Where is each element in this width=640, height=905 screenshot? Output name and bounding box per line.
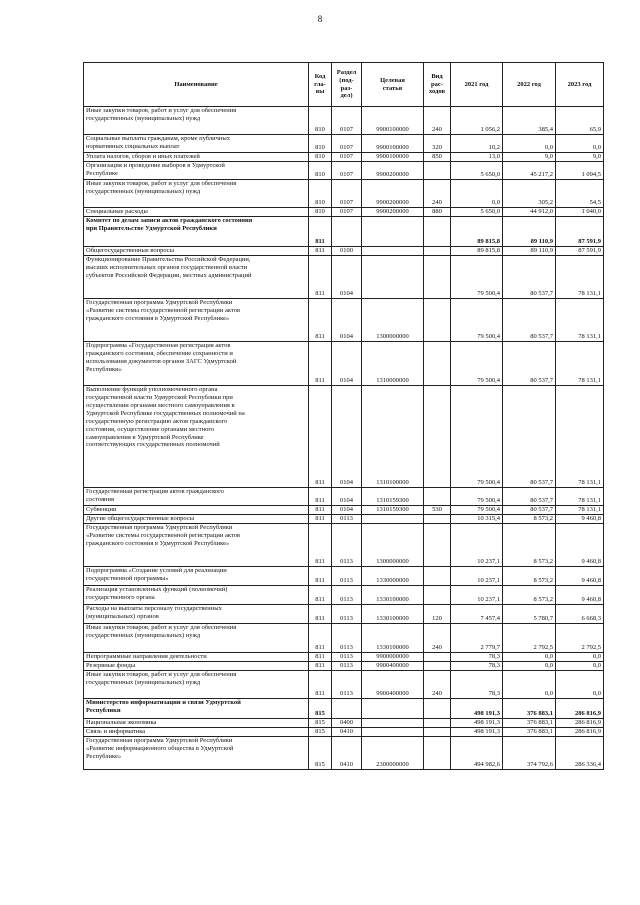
table-row	[84, 342, 604, 386]
cell-target-article: 2300000000	[362, 737, 424, 770]
cell-target-article: 9900200000	[362, 180, 424, 208]
cell-2022: 0,0	[503, 662, 556, 671]
cell-expense-type	[424, 699, 451, 719]
cell-name: Связь и информатика	[84, 728, 309, 737]
budget-table	[83, 62, 604, 770]
cell-expense-type: 240	[424, 180, 451, 208]
cell-name: Непрограммные направления деятельности	[84, 653, 309, 662]
cell-2022: 89 110,9	[503, 247, 556, 256]
cell-section: 0400	[332, 719, 362, 728]
cell-2022: 8 573,2	[503, 586, 556, 605]
cell-2021: 498 191,3	[451, 719, 503, 728]
cell-chapter-code: 811	[309, 662, 332, 671]
cell-2023: 0,0	[556, 135, 604, 153]
table-row	[84, 699, 604, 719]
cell-2023: 286 816,9	[556, 728, 604, 737]
cell-2021: 78,3	[451, 653, 503, 662]
cell-chapter-code: 811	[309, 524, 332, 567]
cell-name: Иные закупки товаров, работ и услуг для обеспечения государственных (муниципальных) нужд	[84, 180, 309, 208]
cell-expense-type	[424, 247, 451, 256]
cell-expense-type: 320	[424, 135, 451, 153]
cell-2022: 80 537,7	[503, 299, 556, 342]
table-row	[84, 653, 604, 662]
cell-2021: 78,3	[451, 671, 503, 699]
cell-section: 0113	[332, 567, 362, 586]
cell-name: Национальная экономика	[84, 719, 309, 728]
cell-2023: 9 460,8	[556, 567, 604, 586]
cell-2023: 286 816,9	[556, 719, 604, 728]
cell-2022: 80 537,7	[503, 386, 556, 488]
table-row	[84, 728, 604, 737]
cell-section	[332, 217, 362, 247]
cell-section: 0107	[332, 208, 362, 217]
cell-section: 0100	[332, 247, 362, 256]
cell-name: Министерство информатизации и связи Удмуртской Республики	[84, 699, 309, 719]
cell-chapter-code: 811	[309, 506, 332, 515]
cell-section: 0113	[332, 605, 362, 624]
cell-2022: 80 537,7	[503, 488, 556, 506]
cell-2022: 0,0	[503, 671, 556, 699]
cell-target-article: 1330100000	[362, 605, 424, 624]
cell-2023: 9 460,8	[556, 586, 604, 605]
cell-2022: 80 537,7	[503, 256, 556, 299]
cell-target-article	[362, 247, 424, 256]
cell-target-article: 1330100000	[362, 624, 424, 653]
cell-section: 0113	[332, 524, 362, 567]
cell-2022: 5 780,7	[503, 605, 556, 624]
cell-2021: 10 315,4	[451, 515, 503, 524]
cell-section: 0113	[332, 624, 362, 653]
cell-2021: 10 237,1	[451, 524, 503, 567]
cell-2022: 9,0	[503, 153, 556, 162]
header-section: Раздел (под- раз- дел)	[332, 63, 362, 107]
cell-section: 0104	[332, 256, 362, 299]
cell-chapter-code: 811	[309, 342, 332, 386]
cell-2023: 1 040,0	[556, 208, 604, 217]
cell-expense-type	[424, 728, 451, 737]
cell-2023: 78 131,1	[556, 299, 604, 342]
cell-2023: 6 668,3	[556, 605, 604, 624]
cell-expense-type	[424, 737, 451, 770]
cell-chapter-code: 810	[309, 180, 332, 208]
cell-section: 0104	[332, 342, 362, 386]
cell-2022: 0,0	[503, 135, 556, 153]
cell-2023: 78 131,1	[556, 506, 604, 515]
table-row	[84, 737, 604, 770]
cell-section: 0107	[332, 162, 362, 180]
cell-name: Иные закупки товаров, работ и услуг для обеспечения государственных (муниципальных) нужд	[84, 107, 309, 135]
cell-target-article: 1310000000	[362, 342, 424, 386]
cell-2023: 54,5	[556, 180, 604, 208]
page-number: 8	[317, 14, 323, 24]
cell-2023: 2 792,5	[556, 624, 604, 653]
table-row	[84, 719, 604, 728]
cell-name: Реализация установленных функций (полномочий) государственного органа	[84, 586, 309, 605]
cell-2021: 10 237,1	[451, 567, 503, 586]
cell-name: Расходы на выплаты персоналу государственных (муниципальных) органов	[84, 605, 309, 624]
cell-expense-type	[424, 524, 451, 567]
cell-expense-type	[424, 342, 451, 386]
cell-name: Уплата налогов, сборов и иных платежей	[84, 153, 309, 162]
cell-name: Социальные выплаты гражданам, кроме публичных нормативных социальных выплат	[84, 135, 309, 153]
cell-name: Резервные фонды	[84, 662, 309, 671]
table-row	[84, 662, 604, 671]
cell-2023: 0,0	[556, 662, 604, 671]
table-row	[84, 386, 604, 488]
cell-target-article	[362, 217, 424, 247]
header-year-2022: 2022 год	[503, 63, 556, 107]
cell-2021: 79 500,4	[451, 299, 503, 342]
table-row	[84, 299, 604, 342]
cell-section: 0113	[332, 586, 362, 605]
cell-2023: 0,0	[556, 653, 604, 662]
cell-target-article: 1300000000	[362, 299, 424, 342]
cell-chapter-code: 811	[309, 624, 332, 653]
cell-target-article: 9900100000	[362, 153, 424, 162]
cell-expense-type: 530	[424, 506, 451, 515]
cell-2023: 286 336,4	[556, 737, 604, 770]
cell-expense-type	[424, 653, 451, 662]
cell-section: 0104	[332, 506, 362, 515]
cell-chapter-code: 815	[309, 737, 332, 770]
cell-2023: 1 094,5	[556, 162, 604, 180]
cell-target-article: 1300000000	[362, 524, 424, 567]
cell-name: Специальные расходы	[84, 208, 309, 217]
cell-section: 0104	[332, 386, 362, 488]
cell-expense-type	[424, 299, 451, 342]
table-row	[84, 671, 604, 699]
cell-target-article	[362, 699, 424, 719]
cell-2022: 89 110,9	[503, 217, 556, 247]
cell-section	[332, 699, 362, 719]
cell-name: Субвенции	[84, 506, 309, 515]
cell-name: Иные закупки товаров, работ и услуг для обеспечения государственных (муниципальных) нужд	[84, 671, 309, 699]
cell-expense-type	[424, 162, 451, 180]
cell-name: Государственная регистрация актов гражданского состояния	[84, 488, 309, 506]
cell-expense-type	[424, 488, 451, 506]
cell-2022: 0,0	[503, 653, 556, 662]
cell-target-article: 1310159300	[362, 488, 424, 506]
cell-expense-type	[424, 386, 451, 488]
table-row	[84, 524, 604, 567]
cell-name: Иные закупки товаров, работ и услуг для обеспечения государственных (муниципальных) нужд	[84, 624, 309, 653]
cell-target-article: 1310100000	[362, 386, 424, 488]
cell-section: 0107	[332, 180, 362, 208]
table-row	[84, 153, 604, 162]
cell-2021: 79 500,4	[451, 386, 503, 488]
cell-chapter-code: 811	[309, 299, 332, 342]
cell-name: Комитет по делам записи актов гражданского состояния при Правительстве Удмуртской Республики	[84, 217, 309, 247]
cell-expense-type	[424, 256, 451, 299]
cell-section: 0107	[332, 153, 362, 162]
cell-section: 0410	[332, 737, 362, 770]
cell-target-article: 1330100000	[362, 586, 424, 605]
header-expense-type: Вид рас- ходов	[424, 63, 451, 107]
cell-target-article: 9900100000	[362, 135, 424, 153]
header-target-article: Целевая статья	[362, 63, 424, 107]
cell-2022: 2 792,5	[503, 624, 556, 653]
cell-expense-type: 120	[424, 605, 451, 624]
cell-2021: 10 237,1	[451, 586, 503, 605]
header-chapter-code: Код гла- вы	[309, 63, 332, 107]
cell-chapter-code: 811	[309, 653, 332, 662]
cell-2022: 44 912,0	[503, 208, 556, 217]
cell-expense-type	[424, 217, 451, 247]
cell-chapter-code: 815	[309, 699, 332, 719]
cell-chapter-code: 810	[309, 208, 332, 217]
cell-2022: 385,4	[503, 107, 556, 135]
cell-expense-type	[424, 719, 451, 728]
cell-chapter-code: 811	[309, 567, 332, 586]
cell-chapter-code: 815	[309, 719, 332, 728]
table-row	[84, 586, 604, 605]
cell-chapter-code: 810	[309, 153, 332, 162]
cell-expense-type: 240	[424, 624, 451, 653]
cell-2021: 498 191,3	[451, 699, 503, 719]
cell-chapter-code: 811	[309, 671, 332, 699]
cell-expense-type: 240	[424, 107, 451, 135]
cell-2021: 79 500,4	[451, 342, 503, 386]
cell-target-article	[362, 728, 424, 737]
table-row	[84, 256, 604, 299]
cell-chapter-code: 811	[309, 247, 332, 256]
cell-target-article	[362, 515, 424, 524]
cell-2022: 8 573,2	[503, 567, 556, 586]
cell-expense-type: 880	[424, 208, 451, 217]
header-name: Наименование	[84, 63, 309, 107]
cell-2023: 9,0	[556, 153, 604, 162]
cell-2022: 374 792,6	[503, 737, 556, 770]
cell-target-article: 9900400000	[362, 662, 424, 671]
cell-2021: 78,3	[451, 662, 503, 671]
header-year-2023: 2023 год	[556, 63, 604, 107]
table-row	[84, 217, 604, 247]
header-year-2021: 2021 год	[451, 63, 503, 107]
cell-2022: 8 573,2	[503, 515, 556, 524]
cell-2022: 376 883,1	[503, 719, 556, 728]
cell-section: 0113	[332, 662, 362, 671]
cell-target-article: 1310159300	[362, 506, 424, 515]
table-row	[84, 567, 604, 586]
table-body	[84, 107, 604, 770]
cell-name: Другие общегосударственные вопросы	[84, 515, 309, 524]
cell-2023: 87 591,9	[556, 247, 604, 256]
cell-chapter-code: 811	[309, 605, 332, 624]
cell-2021: 498 191,3	[451, 728, 503, 737]
cell-2021: 89 815,8	[451, 247, 503, 256]
cell-chapter-code: 810	[309, 135, 332, 153]
cell-2021: 10,2	[451, 135, 503, 153]
cell-expense-type	[424, 586, 451, 605]
cell-chapter-code: 810	[309, 107, 332, 135]
cell-2023: 78 131,1	[556, 342, 604, 386]
cell-expense-type: 240	[424, 671, 451, 699]
cell-2021: 79 500,4	[451, 506, 503, 515]
cell-section: 0113	[332, 515, 362, 524]
cell-section: 0104	[332, 488, 362, 506]
table-row	[84, 180, 604, 208]
cell-2021: 494 982,6	[451, 737, 503, 770]
cell-2022: 376 883,1	[503, 728, 556, 737]
cell-2023: 78 131,1	[556, 488, 604, 506]
cell-2023: 78 131,1	[556, 256, 604, 299]
cell-section: 0113	[332, 653, 362, 662]
cell-2021: 79 500,4	[451, 256, 503, 299]
cell-2023: 87 591,9	[556, 217, 604, 247]
cell-expense-type: 850	[424, 153, 451, 162]
table-row	[84, 162, 604, 180]
cell-chapter-code: 811	[309, 256, 332, 299]
cell-name: Организация и проведение выборов в Удмуртской Республике	[84, 162, 309, 180]
cell-2021: 79 500,4	[451, 488, 503, 506]
cell-target-article	[362, 256, 424, 299]
cell-2023: 9 460,8	[556, 515, 604, 524]
cell-2022: 80 537,7	[503, 506, 556, 515]
cell-chapter-code: 810	[309, 162, 332, 180]
table-row	[84, 208, 604, 217]
cell-chapter-code: 815	[309, 728, 332, 737]
cell-2023: 78 131,1	[556, 386, 604, 488]
cell-2022: 8 573,2	[503, 524, 556, 567]
cell-chapter-code: 811	[309, 386, 332, 488]
cell-2022: 80 537,7	[503, 342, 556, 386]
cell-expense-type	[424, 662, 451, 671]
cell-name: Выполнение функций уполномоченного органа государственной власти Удмуртской Республики при осуществлении органами местного самоуправления в Удмуртской Республике государственных полномочий на государственную регистрацию актов гражданского состояния, осуществление органами местного самоуправления в Удмуртской Республике соответствующих государственных полномочий	[84, 386, 309, 488]
cell-name: Общегосударственные вопросы	[84, 247, 309, 256]
cell-name: Подпрограмма «Создание условий для реализации государственной программы»	[84, 567, 309, 586]
cell-2021: 7 457,4	[451, 605, 503, 624]
cell-target-article: 9900200000	[362, 162, 424, 180]
table-header-row	[84, 63, 604, 107]
cell-name: Подпрограмма «Государственная регистрация актов гражданского состояния, обеспечение сохранности и использования документов органов ЗАГС Удмуртской Республики»	[84, 342, 309, 386]
cell-2023: 286 816,9	[556, 699, 604, 719]
cell-2021: 5 650,0	[451, 208, 503, 217]
cell-target-article: 9900400000	[362, 671, 424, 699]
cell-target-article	[362, 719, 424, 728]
table-row	[84, 605, 604, 624]
table-row	[84, 515, 604, 524]
cell-section: 0107	[332, 107, 362, 135]
cell-section: 0410	[332, 728, 362, 737]
cell-target-article: 9900100000	[362, 107, 424, 135]
cell-2021: 13,0	[451, 153, 503, 162]
table-row	[84, 247, 604, 256]
table-row	[84, 488, 604, 506]
cell-name: Государственная программа Удмуртской Республики «Развитие системы государственной регистрации актов гражданского состояния в Удмуртской Республике»	[84, 524, 309, 567]
cell-section: 0107	[332, 135, 362, 153]
cell-chapter-code: 811	[309, 488, 332, 506]
table-row	[84, 135, 604, 153]
cell-2023: 65,9	[556, 107, 604, 135]
cell-chapter-code: 811	[309, 217, 332, 247]
cell-2023: 9 460,8	[556, 524, 604, 567]
table-row	[84, 107, 604, 135]
cell-2022: 305,2	[503, 180, 556, 208]
cell-expense-type	[424, 567, 451, 586]
table-row	[84, 624, 604, 653]
cell-2022: 45 217,2	[503, 162, 556, 180]
cell-2021: 0,0	[451, 180, 503, 208]
cell-2021: 89 815,8	[451, 217, 503, 247]
cell-2021: 2 779,7	[451, 624, 503, 653]
table-row	[84, 506, 604, 515]
cell-chapter-code: 811	[309, 586, 332, 605]
cell-target-article: 9900200000	[362, 208, 424, 217]
cell-section: 0113	[332, 671, 362, 699]
cell-2021: 5 650,0	[451, 162, 503, 180]
cell-expense-type	[424, 515, 451, 524]
cell-target-article: 1330000000	[362, 567, 424, 586]
cell-name: Функционирование Правительства Российской Федерации, высших исполнительных органов государственной власти субъектов Российской Федерации, местных администраций	[84, 256, 309, 299]
cell-2022: 376 883,1	[503, 699, 556, 719]
cell-target-article: 9900000000	[362, 653, 424, 662]
cell-2021: 1 056,2	[451, 107, 503, 135]
cell-name: Государственная программа Удмуртской Республики «Развитие системы государственной регистрации актов гражданского состояния в Удмуртской Республике»	[84, 299, 309, 342]
cell-name: Государственная программа Удмуртской Республики «Развитие информационного общества в Удмуртской Республике»	[84, 737, 309, 770]
cell-section: 0104	[332, 299, 362, 342]
cell-2023: 0,0	[556, 671, 604, 699]
cell-chapter-code: 811	[309, 515, 332, 524]
